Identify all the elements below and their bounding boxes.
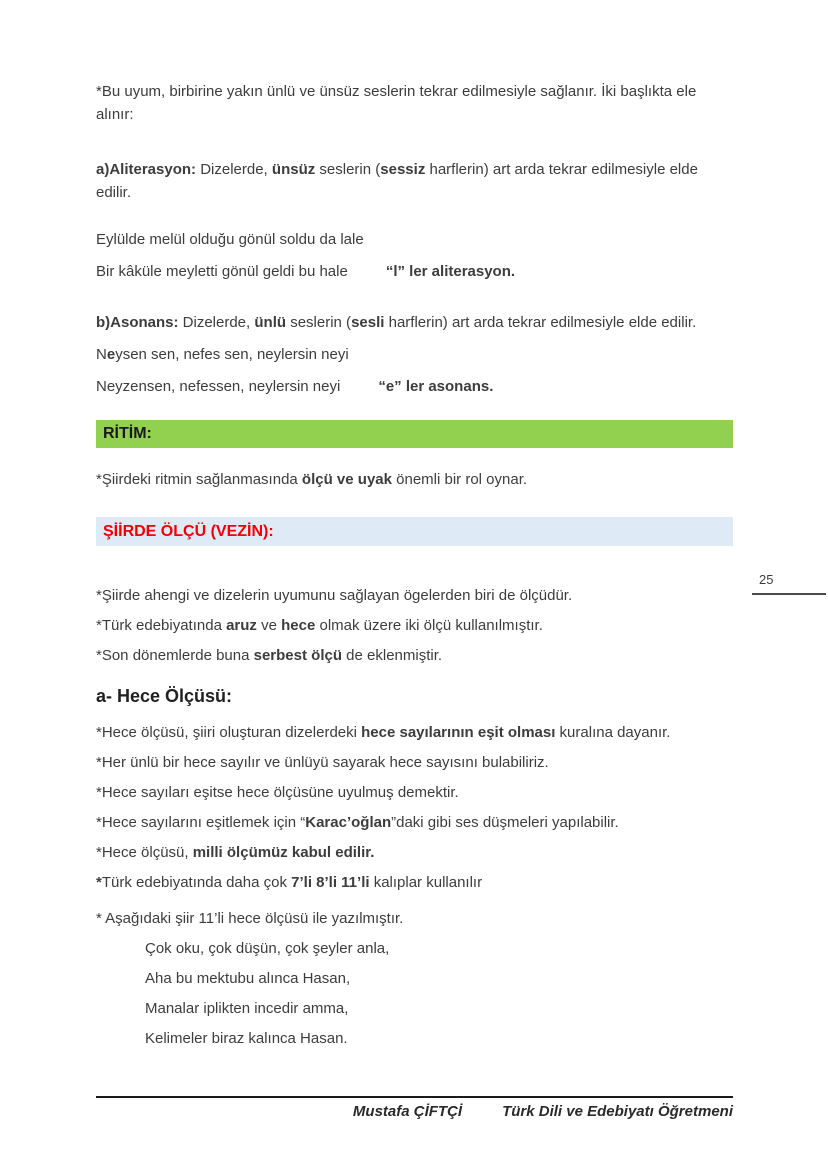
page-number-value: 25 — [759, 572, 774, 587]
verse-line-bir-kakule: Bir kâküle meyletti gönül geldi bu hale “l” ler aliterasyon. — [96, 263, 516, 280]
paragraph-ritim: *Şiirdeki ritmin sağlanmasında ölçü ve uyak önemli bir rol oynar. — [96, 471, 528, 488]
subsection-heading-hece-olcusu: a- Hece Ölçüsü: — [96, 686, 233, 706]
document-body — [96, 80, 733, 1050]
paragraph-hece-2: *Her ünlü bir hece sayılır ve ünlüyü sayarak hece sayısını bulabiliriz. — [96, 754, 549, 771]
section-heading-siirde-olcu: ŞİİRDE ÖLÇÜ (VEZİN): — [96, 517, 733, 546]
paragraph-hece-6: *Türk edebiyatında daha çok 7’li 8’li 11’li kalıplar kullanılır — [96, 874, 483, 891]
paragraph-hece-5: *Hece ölçüsü, milli ölçümüz kabul edilir. — [96, 844, 375, 861]
verse-line-neysen: Neysen sen, nefes sen, neylersin neyi — [96, 346, 349, 363]
paragraph-hece-1: *Hece ölçüsü, şiiri oluşturan dizelerdeki hece sayılarının eşit olması kuralına dayanır. — [96, 724, 671, 741]
paragraph-asonans-definition: b)Asonans: Dizelerde, ünlü seslerin (sesli harflerin) art arda tekrar edilmesiyle elde edilir. — [96, 314, 697, 331]
poem-line-2: Aha bu mektubu alınca Hasan, — [145, 970, 351, 987]
footer-author: Mustafa ÇİFTÇİ — [352, 1103, 463, 1120]
page-number — [752, 572, 826, 595]
paragraph-olcu-3: *Son dönemlerde buna serbest ölçü de eklenmiştir. — [96, 647, 443, 664]
footer — [96, 1096, 733, 1120]
paragraph-uyum-intro: *Bu uyum, birbirine yakın ünlü ve ünsüz seslerin tekrar edilmesiyle sağlanır. İki başlıkta ele alınır: — [96, 83, 697, 123]
verse-line-eylulde: Eylülde melül olduğu gönül soldu da lale — [96, 231, 364, 248]
paragraph-olcu-1: *Şiirde ahengi ve dizelerin uyumunu sağlayan ögelerden biri de ölçüdür. — [96, 587, 573, 604]
poem-line-3: Manalar iplikten incedir amma, — [145, 1000, 349, 1017]
footer-role: Türk Dili ve Edebiyatı Öğretmeni — [502, 1103, 733, 1120]
paragraph-hece-3: *Hece sayıları eşitse hece ölçüsüne uyulmuş demektir. — [96, 784, 459, 801]
paragraph-hece-4: *Hece sayılarını eşitlemek için “Karac’oğlan”daki gibi ses düşmeleri yapılabilir. — [96, 814, 619, 831]
section-heading-ritim: RİTİM: — [96, 420, 733, 448]
paragraph-olcu-2: *Türk edebiyatında aruz ve hece olmak üzere iki ölçü kullanılmıştır. — [96, 617, 543, 634]
poem-line-1: Çok oku, çok düşün, çok şeyler anla, — [145, 940, 390, 957]
paragraph-aliterasyon-definition: a)Aliterasyon: Dizelerde, ünsüz seslerin (sessiz harflerin) art arda tekrar edilmesiyle elde edilir. — [96, 161, 698, 201]
poem-line-4: Kelimeler biraz kalınca Hasan. — [145, 1030, 348, 1047]
verse-line-neyzensen: Neyzensen, nefessen, neylersin neyi “e” ler asonans. — [96, 378, 494, 395]
paragraph-poem-intro: * Aşağıdaki şiir 11’li hece ölçüsü ile yazılmıştır. — [96, 910, 404, 927]
